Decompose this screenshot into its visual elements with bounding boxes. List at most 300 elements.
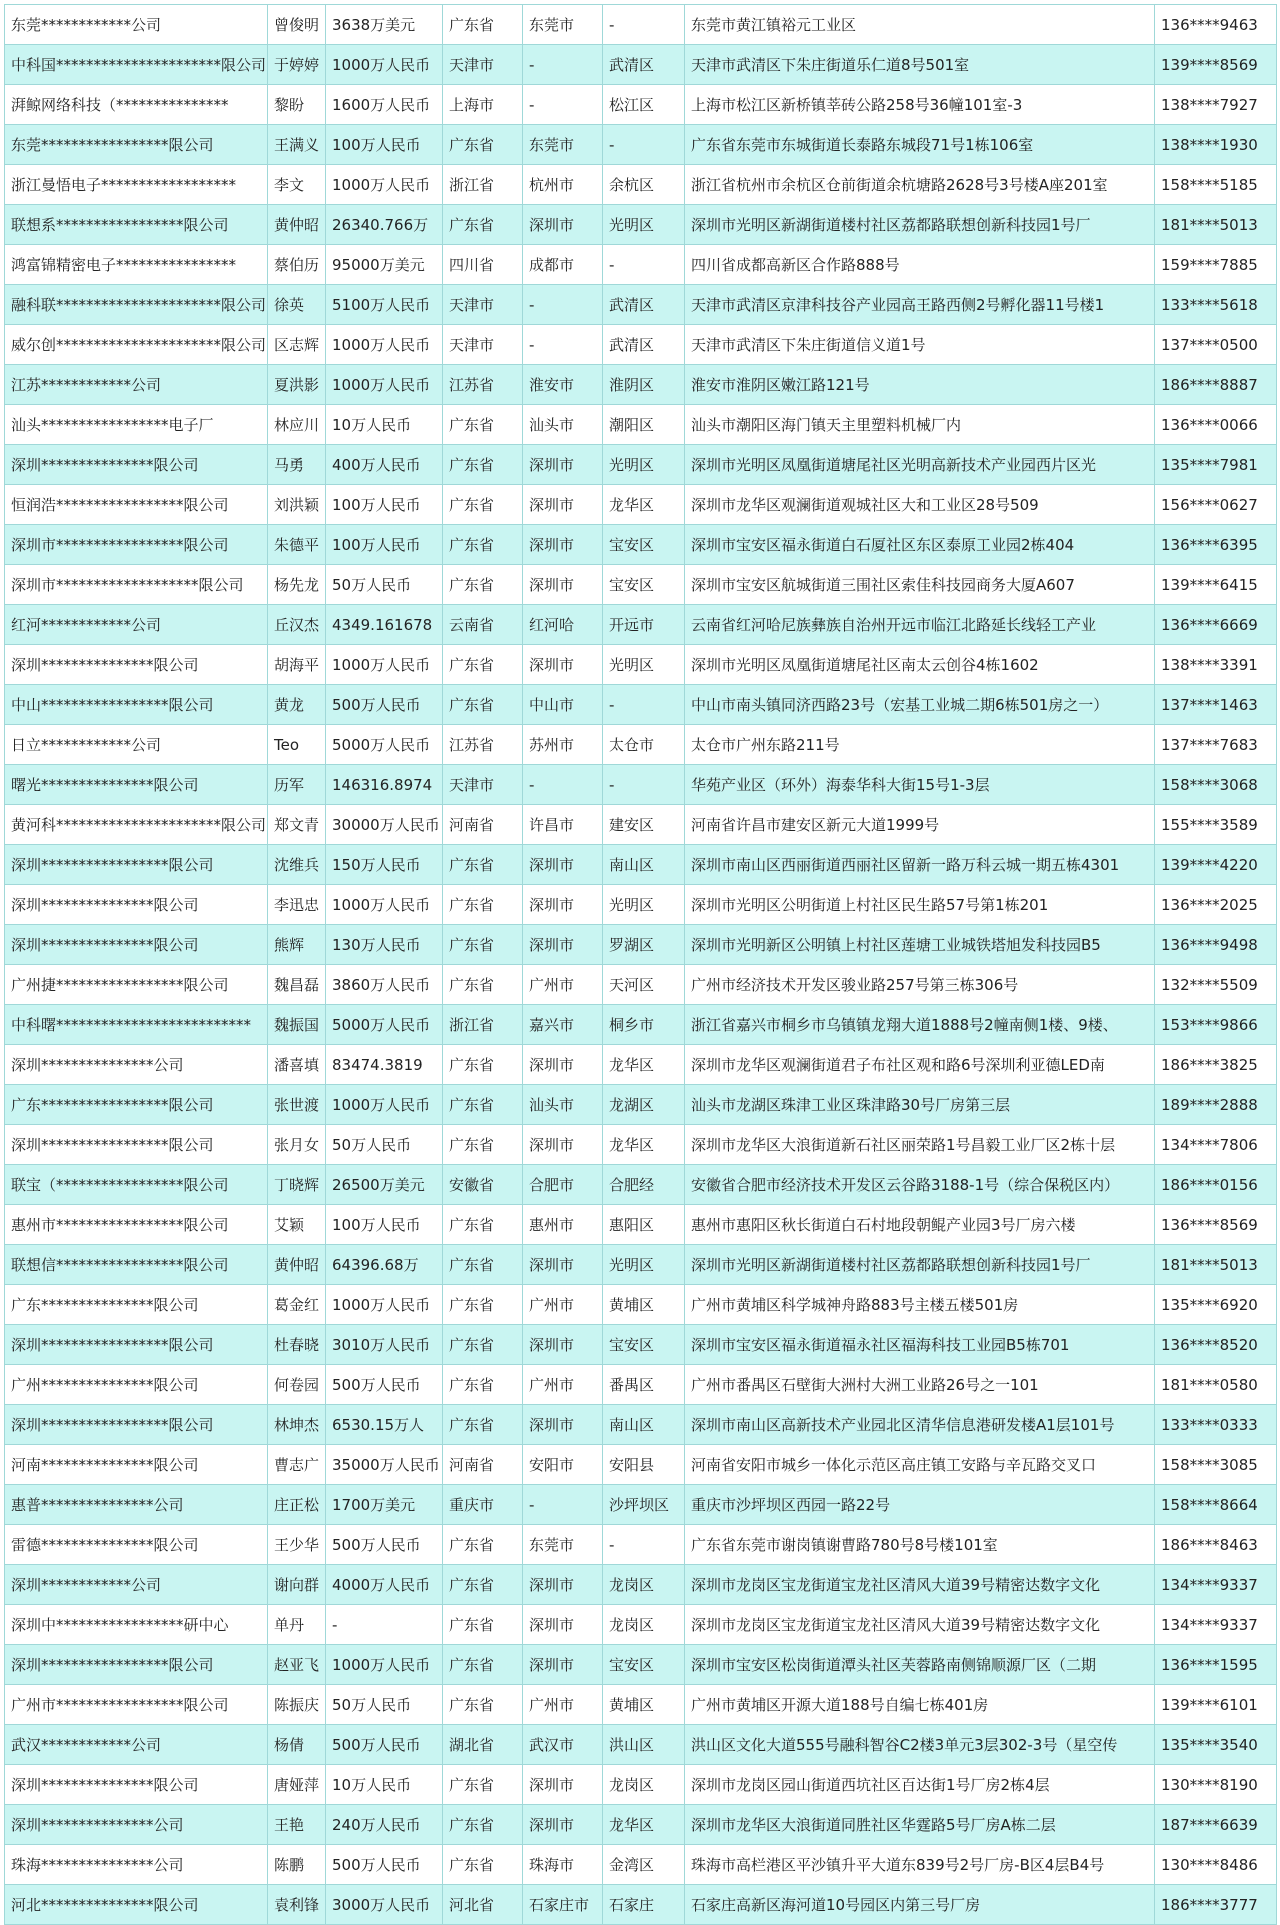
phone-cell: 181****0580 [1155,1365,1277,1405]
address-cell: 广州市黄埔区开源大道188号自编七栋401房 [685,1685,1155,1725]
table-row [5,1005,1277,1045]
province-cell: 天津市 [443,285,523,325]
capital-cell: 400万人民币 [326,445,443,485]
province-cell: 广东省 [443,525,523,565]
contact-cell: 区志辉 [268,325,326,365]
address-cell: 浙江省嘉兴市桐乡市乌镇镇龙翔大道1888号2幢南侧1楼、9楼、 [685,1005,1155,1045]
province-cell: 广东省 [443,1605,523,1645]
capital-cell: 26340.766万 [326,205,443,245]
contact-cell: 蔡伯历 [268,245,326,285]
table-row [5,405,1277,445]
province-cell: 广东省 [443,1645,523,1685]
table-row [5,45,1277,85]
company-name-cell: 深圳************公司 [5,1565,268,1605]
phone-cell: 137****7683 [1155,725,1277,765]
city-cell: 红河哈 [523,605,603,645]
table-row [5,85,1277,125]
city-cell: - [523,285,603,325]
capital-cell: 10万人民币 [326,405,443,445]
address-cell: 广州市番禺区石壁街大洲村大洲工业路26号之一101 [685,1365,1155,1405]
capital-cell: 1000万人民币 [326,645,443,685]
city-cell: 杭州市 [523,165,603,205]
district-cell: 龙岗区 [603,1565,685,1605]
province-cell: 安徽省 [443,1165,523,1205]
address-cell: 深圳市光明区凤凰街道塘尾社区南太云创谷4栋1602 [685,645,1155,685]
company-name-cell: 汕头*****************电子厂 [5,405,268,445]
province-cell: 云南省 [443,605,523,645]
address-cell: 深圳市龙华区大浪街道同胜社区华霆路5号厂房A栋二层 [685,1805,1155,1845]
contact-cell: 艾颖 [268,1205,326,1245]
phone-cell: 158****5185 [1155,165,1277,205]
address-cell: 深圳市光明区新湖街道楼村社区荔都路联想创新科技园1号厂 [685,205,1155,245]
district-cell: 龙华区 [603,1045,685,1085]
province-cell: 广东省 [443,125,523,165]
address-cell: 深圳市南山区高新技术产业园北区清华信息港研发楼A1层101号 [685,1405,1155,1445]
capital-cell: 3638万美元 [326,5,443,45]
capital-cell: 1700万美元 [326,1485,443,1525]
capital-cell: 50万人民币 [326,1685,443,1725]
table-row [5,605,1277,645]
phone-cell: 181****5013 [1155,1245,1277,1285]
district-cell: - [603,1525,685,1565]
table-row [5,205,1277,245]
table-row [5,1085,1277,1125]
company-name-cell: 深圳*****************限公司 [5,845,268,885]
capital-cell: 1000万人民币 [326,165,443,205]
city-cell: 深圳市 [523,1605,603,1645]
contact-cell: 袁利锋 [268,1885,326,1925]
address-cell: 深圳市宝安区松岗街道潭头社区芙蓉路南侧锦顺源厂区（二期 [685,1645,1155,1685]
address-cell: 淮安市淮阴区嫩江路121号 [685,365,1155,405]
city-cell: 汕头市 [523,405,603,445]
province-cell: 广东省 [443,1125,523,1165]
table-row [5,1805,1277,1845]
contact-cell: 张月女 [268,1125,326,1165]
province-cell: 广东省 [443,965,523,1005]
company-name-cell: 威尔创**********************限公司 [5,325,268,365]
phone-cell: 187****6639 [1155,1805,1277,1845]
table-row [5,725,1277,765]
phone-cell: 156****0627 [1155,485,1277,525]
capital-cell: 500万人民币 [326,1365,443,1405]
phone-cell: 186****8463 [1155,1525,1277,1565]
address-cell: 上海市松江区新桥镇莘砖公路258号36幢101室-3 [685,85,1155,125]
city-cell: 惠州市 [523,1205,603,1245]
company-name-cell: 深圳市*******************限公司 [5,565,268,605]
district-cell: 龙湖区 [603,1085,685,1125]
contact-cell: 潘喜填 [268,1045,326,1085]
company-name-cell: 深圳***************限公司 [5,645,268,685]
capital-cell: 95000万美元 [326,245,443,285]
province-cell: 河南省 [443,1445,523,1485]
contact-cell: 杨倩 [268,1725,326,1765]
contact-cell: 李迅忠 [268,885,326,925]
contact-cell: 黄龙 [268,685,326,725]
phone-cell: 136****2025 [1155,885,1277,925]
district-cell: 龙华区 [603,1125,685,1165]
address-cell: 深圳市宝安区航城街道三围社区索佳科技园商务大厦A607 [685,565,1155,605]
address-cell: 天津市武清区下朱庄街道信义道1号 [685,325,1155,365]
address-cell: 四川省成都高新区合作路888号 [685,245,1155,285]
capital-cell: 100万人民币 [326,485,443,525]
capital-cell: 100万人民币 [326,525,443,565]
phone-cell: 139****6101 [1155,1685,1277,1725]
district-cell: 光明区 [603,205,685,245]
address-cell: 中山市南头镇同济西路23号（宏基工业城二期6栋501房之一） [685,685,1155,725]
city-cell: 深圳市 [523,845,603,885]
company-name-cell: 深圳市*****************限公司 [5,525,268,565]
district-cell: 天河区 [603,965,685,1005]
province-cell: 江苏省 [443,365,523,405]
city-cell: 深圳市 [523,1045,603,1085]
capital-cell: 50万人民币 [326,565,443,605]
district-cell: 龙华区 [603,1805,685,1845]
district-cell: 余杭区 [603,165,685,205]
capital-cell: 50万人民币 [326,1125,443,1165]
address-cell: 广州市黄埔区科学城神舟路883号主楼五楼501房 [685,1285,1155,1325]
table-row [5,1885,1277,1925]
district-cell: 武清区 [603,285,685,325]
city-cell: 珠海市 [523,1845,603,1885]
city-cell: 苏州市 [523,725,603,765]
contact-cell: Teo [268,725,326,765]
capital-cell: 1000万人民币 [326,885,443,925]
city-cell: 东莞市 [523,5,603,45]
address-cell: 惠州市惠阳区秋长街道白石村地段朝鲲产业园3号厂房六楼 [685,1205,1155,1245]
province-cell: 广东省 [443,445,523,485]
capital-cell: 83474.3819 [326,1045,443,1085]
company-name-cell: 鸿富锦精密电子**************** [5,245,268,285]
contact-cell: 朱德平 [268,525,326,565]
address-cell: 河南省许昌市建安区新元大道1999号 [685,805,1155,845]
company-name-cell: 深圳***************限公司 [5,885,268,925]
province-cell: 广东省 [443,1845,523,1885]
table-row [5,1725,1277,1765]
address-cell: 深圳市龙华区观澜街道观城社区大和工业区28号509 [685,485,1155,525]
table-row [5,1485,1277,1525]
province-cell: 四川省 [443,245,523,285]
contact-cell: 陈鹏 [268,1845,326,1885]
city-cell: 深圳市 [523,1245,603,1285]
contact-cell: 谢向群 [268,1565,326,1605]
company-name-cell: 深圳***************限公司 [5,1765,268,1805]
district-cell: 太仓市 [603,725,685,765]
capital-cell: 1600万人民币 [326,85,443,125]
phone-cell: 138****3391 [1155,645,1277,685]
address-cell: 重庆市沙坪坝区西园一路22号 [685,1485,1155,1525]
district-cell: 光明区 [603,885,685,925]
contact-cell: 历军 [268,765,326,805]
province-cell: 广东省 [443,1405,523,1445]
district-cell: 光明区 [603,1245,685,1285]
capital-cell: - [326,1605,443,1645]
city-cell: 成都市 [523,245,603,285]
contact-cell: 单丹 [268,1605,326,1645]
address-cell: 天津市武清区下朱庄街道乐仁道8号501室 [685,45,1155,85]
contact-cell: 陈振庆 [268,1685,326,1725]
phone-cell: 138****7927 [1155,85,1277,125]
contact-cell: 葛金红 [268,1285,326,1325]
phone-cell: 186****8887 [1155,365,1277,405]
contact-cell: 沈维兵 [268,845,326,885]
capital-cell: 500万人民币 [326,1845,443,1885]
contact-cell: 赵亚飞 [268,1645,326,1685]
capital-cell: 100万人民币 [326,125,443,165]
capital-cell: 500万人民币 [326,1525,443,1565]
district-cell: 宝安区 [603,525,685,565]
capital-cell: 5100万人民币 [326,285,443,325]
phone-cell: 134****7806 [1155,1125,1277,1165]
phone-cell: 138****1930 [1155,125,1277,165]
contact-cell: 林应川 [268,405,326,445]
district-cell: 南山区 [603,1405,685,1445]
district-cell: - [603,5,685,45]
company-name-cell: 中山*****************限公司 [5,685,268,725]
table-row [5,285,1277,325]
province-cell: 广东省 [443,645,523,685]
district-cell: - [603,685,685,725]
company-name-cell: 中科曙************************** [5,1005,268,1045]
city-cell: 石家庄市 [523,1885,603,1925]
contact-cell: 林坤杰 [268,1405,326,1445]
city-cell: 深圳市 [523,1765,603,1805]
province-cell: 广东省 [443,1565,523,1605]
capital-cell: 1000万人民币 [326,1645,443,1685]
address-cell: 深圳市光明区新湖街道楼村社区荔都路联想创新科技园1号厂 [685,1245,1155,1285]
company-name-cell: 河南***************限公司 [5,1445,268,1485]
province-cell: 广东省 [443,405,523,445]
contact-cell: 曾俊明 [268,5,326,45]
capital-cell: 6530.15万人 [326,1405,443,1445]
contact-cell: 张世渡 [268,1085,326,1125]
table-row [5,1285,1277,1325]
company-name-cell: 中科国**********************限公司 [5,45,268,85]
capital-cell: 5000万人民币 [326,725,443,765]
phone-cell: 189****2888 [1155,1085,1277,1125]
table-row [5,1565,1277,1605]
address-cell: 深圳市南山区西丽街道西丽社区留新一路万科云城一期五栋4301 [685,845,1155,885]
capital-cell: 1000万人民币 [326,325,443,365]
province-cell: 重庆市 [443,1485,523,1525]
district-cell: 武清区 [603,325,685,365]
company-name-cell: 浙江曼悟电子****************** [5,165,268,205]
capital-cell: 240万人民币 [326,1805,443,1845]
address-cell: 汕头市龙湖区珠津工业区珠津路30号厂房第三层 [685,1085,1155,1125]
province-cell: 湖北省 [443,1725,523,1765]
company-name-cell: 联想系*****************限公司 [5,205,268,245]
table-row [5,1245,1277,1285]
address-cell: 东莞市黄江镇裕元工业区 [685,5,1155,45]
district-cell: 桐乡市 [603,1005,685,1045]
district-cell: 开远市 [603,605,685,645]
district-cell: - [603,125,685,165]
contact-cell: 徐英 [268,285,326,325]
contact-cell: 于婷婷 [268,45,326,85]
district-cell: 合肥经 [603,1165,685,1205]
city-cell: 深圳市 [523,1645,603,1685]
phone-cell: 134****9337 [1155,1565,1277,1605]
contact-cell: 黄仲昭 [268,1245,326,1285]
phone-cell: 137****0500 [1155,325,1277,365]
contact-cell: 郑文青 [268,805,326,845]
district-cell: 洪山区 [603,1725,685,1765]
table-row [5,1205,1277,1245]
address-cell: 洪山区文化大道555号融科智谷C2楼3单元3层302-3号（星空传 [685,1725,1155,1765]
phone-cell: 136****6669 [1155,605,1277,645]
district-cell: 金湾区 [603,1845,685,1885]
city-cell: - [523,1485,603,1525]
address-cell: 深圳市龙华区观澜街道君子布社区观和路6号深圳利亚德LED南 [685,1045,1155,1085]
city-cell: 深圳市 [523,485,603,525]
phone-cell: 136****8569 [1155,1205,1277,1245]
table-row [5,1605,1277,1645]
province-cell: 广东省 [443,845,523,885]
table-row [5,1405,1277,1445]
phone-cell: 139****4220 [1155,845,1277,885]
contact-cell: 杜春晓 [268,1325,326,1365]
table-row [5,845,1277,885]
address-cell: 深圳市宝安区福永街道福永社区福海科技工业园B5栋701 [685,1325,1155,1365]
address-cell: 深圳市光明新区公明镇上村社区莲塘工业城铁塔旭发科技园B5 [685,925,1155,965]
district-cell: 龙华区 [603,485,685,525]
phone-cell: 132****5509 [1155,965,1277,1005]
contact-cell: 王艳 [268,1805,326,1845]
capital-cell: 10万人民币 [326,1765,443,1805]
district-cell: 南山区 [603,845,685,885]
district-cell: 光明区 [603,445,685,485]
district-cell: 光明区 [603,645,685,685]
province-cell: 江苏省 [443,725,523,765]
city-cell: 东莞市 [523,1525,603,1565]
company-name-cell: 深圳*****************限公司 [5,1405,268,1445]
capital-cell: 26500万美元 [326,1165,443,1205]
capital-cell: 100万人民币 [326,1205,443,1245]
capital-cell: 3000万人民币 [326,1885,443,1925]
company-name-cell: 联宝（*****************限公司 [5,1165,268,1205]
company-name-cell: 黄河科**********************限公司 [5,805,268,845]
table-row [5,125,1277,165]
province-cell: 广东省 [443,1245,523,1285]
company-table [4,4,1277,1925]
phone-cell: 130****8486 [1155,1845,1277,1885]
district-cell: 黄埔区 [603,1685,685,1725]
city-cell: 东莞市 [523,125,603,165]
city-cell: 深圳市 [523,565,603,605]
phone-cell: 139****6415 [1155,565,1277,605]
district-cell: 宝安区 [603,565,685,605]
phone-cell: 158****8664 [1155,1485,1277,1525]
contact-cell: 丁晓辉 [268,1165,326,1205]
table-row [5,1445,1277,1485]
city-cell: 深圳市 [523,1565,603,1605]
company-name-cell: 深圳*****************限公司 [5,1125,268,1165]
province-cell: 广东省 [443,1365,523,1405]
city-cell: 广州市 [523,1285,603,1325]
city-cell: 深圳市 [523,445,603,485]
city-cell: 中山市 [523,685,603,725]
province-cell: 河南省 [443,805,523,845]
company-name-cell: 深圳***************公司 [5,1805,268,1845]
table-row [5,885,1277,925]
contact-cell: 王满义 [268,125,326,165]
address-cell: 云南省红河哈尼族彝族自治州开远市临江北路延长线轻工产业 [685,605,1155,645]
company-name-cell: 东莞************公司 [5,5,268,45]
address-cell: 汕头市潮阳区海门镇天主里塑料机械厂内 [685,405,1155,445]
company-name-cell: 广东*****************限公司 [5,1085,268,1125]
phone-cell: 136****0066 [1155,405,1277,445]
table-row [5,1765,1277,1805]
contact-cell: 王少华 [268,1525,326,1565]
table-row [5,525,1277,565]
table-row [5,1525,1277,1565]
district-cell: 石家庄 [603,1885,685,1925]
district-cell: 宝安区 [603,1645,685,1685]
phone-cell: 133****0333 [1155,1405,1277,1445]
province-cell: 广东省 [443,1685,523,1725]
table-row [5,1685,1277,1725]
phone-cell: 153****9866 [1155,1005,1277,1045]
company-name-cell: 江苏************公司 [5,365,268,405]
province-cell: 河北省 [443,1885,523,1925]
province-cell: 广东省 [443,1765,523,1805]
district-cell: 龙岗区 [603,1605,685,1645]
district-cell: 建安区 [603,805,685,845]
table-row [5,805,1277,845]
contact-cell: 刘洪颖 [268,485,326,525]
address-cell: 珠海市高栏港区平沙镇升平大道东839号2号厂房-B区4层B4号 [685,1845,1155,1885]
company-name-cell: 日立************公司 [5,725,268,765]
province-cell: 广东省 [443,1805,523,1845]
table-row [5,565,1277,605]
phone-cell: 158****3068 [1155,765,1277,805]
city-cell: 广州市 [523,965,603,1005]
phone-cell: 137****1463 [1155,685,1277,725]
city-cell: 深圳市 [523,1805,603,1845]
province-cell: 广东省 [443,1045,523,1085]
contact-cell: 熊辉 [268,925,326,965]
phone-cell: 135****3540 [1155,1725,1277,1765]
contact-cell: 马勇 [268,445,326,485]
table-row [5,325,1277,365]
contact-cell: 夏洪影 [268,365,326,405]
contact-cell: 胡海平 [268,645,326,685]
province-cell: 广东省 [443,885,523,925]
phone-cell: 158****3085 [1155,1445,1277,1485]
company-name-cell: 雷德***************限公司 [5,1525,268,1565]
contact-cell: 黎盼 [268,85,326,125]
company-name-cell: 广东***************限公司 [5,1285,268,1325]
capital-cell: 150万人民币 [326,845,443,885]
company-name-cell: 恒润浩*****************限公司 [5,485,268,525]
address-cell: 广东省东莞市东城街道长泰路东城段71号1栋106室 [685,125,1155,165]
company-name-cell: 广州市*****************限公司 [5,1685,268,1725]
city-cell: 许昌市 [523,805,603,845]
capital-cell: 1000万人民币 [326,45,443,85]
phone-cell: 130****8190 [1155,1765,1277,1805]
phone-cell: 181****5013 [1155,205,1277,245]
capital-cell: 35000万人民币 [326,1445,443,1485]
city-cell: 深圳市 [523,1125,603,1165]
province-cell: 天津市 [443,45,523,85]
address-cell: 太仓市广州东路211号 [685,725,1155,765]
district-cell: 宝安区 [603,1325,685,1365]
company-name-cell: 深圳***************限公司 [5,445,268,485]
company-name-cell: 深圳***************限公司 [5,925,268,965]
capital-cell: 146316.8974 [326,765,443,805]
city-cell: 武汉市 [523,1725,603,1765]
district-cell: 番禺区 [603,1365,685,1405]
phone-cell: 135****6920 [1155,1285,1277,1325]
